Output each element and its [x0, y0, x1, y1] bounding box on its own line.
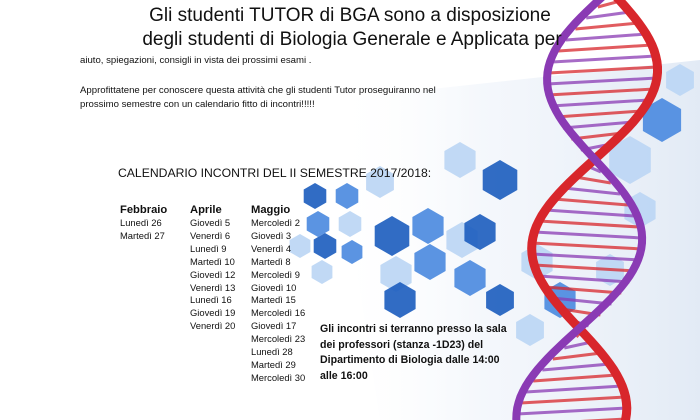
calendar-column-aprile — [190, 204, 235, 333]
location-note — [320, 322, 520, 384]
date-item: Venerdì 13 — [190, 281, 236, 293]
date-item: Mercoledì 23 — [251, 333, 306, 345]
hexagon-shape — [307, 211, 330, 237]
date-item: Martedì 15 — [251, 294, 296, 306]
date-item: Mercoledì 9 — [251, 268, 300, 280]
date-item: Lunedì 9 — [190, 242, 227, 254]
intro-line-2b: prossimo semestre con un calendario fitto di incontri!!!!! — [80, 99, 315, 110]
hexagon-shape — [314, 233, 337, 259]
calendar-column-maggio — [251, 204, 305, 385]
date-item: Venerdì 6 — [190, 229, 231, 241]
note-line: dei professori (stanza -1D23) del — [320, 338, 484, 351]
hexagon-shape — [312, 260, 333, 284]
note-line: Dipartimento di Biologia dalle 14:00 — [320, 354, 500, 366]
intro-line-2a: Approfittatene per conoscere questa attività che gli studenti Tutor proseguiranno nel — [80, 85, 436, 96]
date-item: Martedì 29 — [251, 358, 296, 370]
header-line-2: degli studenti di Biologia Generale e Applicata per — [142, 29, 562, 50]
date-item: Martedì 27 — [120, 229, 165, 241]
date-item: Martedì 10 — [190, 255, 235, 267]
note-line: Gli incontri si terranno presso la sala — [320, 323, 507, 335]
date-item: Giovedì 10 — [251, 281, 297, 293]
date-item: Lunedì 26 — [120, 217, 162, 228]
date-item: Giovedì 5 — [190, 217, 231, 228]
month-heading: Maggio — [251, 204, 291, 216]
date-list — [190, 217, 235, 333]
date-item: Lunedì 16 — [190, 294, 232, 306]
helix-rung — [552, 56, 655, 62]
date-item: Giovedì 3 — [251, 229, 292, 241]
calendar-column-febbraio — [120, 204, 167, 243]
date-item: Mercoledì 16 — [251, 307, 306, 319]
date-item: Giovedì 12 — [190, 268, 236, 280]
header-line-1: Gli studenti TUTOR di BGA sono a disposizione — [149, 5, 551, 26]
calendar-title: CALENDARIO INCONTRI DEL II SEMESTRE 2017/2018: — [118, 166, 432, 180]
month-heading: Aprile — [190, 204, 222, 216]
hexagon-shape — [304, 183, 327, 209]
date-item: Lunedì 28 — [251, 346, 293, 358]
month-heading: Febbraio — [120, 204, 168, 216]
intro-line-1: aiuto, spiegazioni, consigli in vista dei prossimi esami . — [80, 55, 312, 66]
note-line: alle 16:00 — [320, 369, 368, 382]
date-item: Giovedì 17 — [251, 320, 297, 332]
date-item: Mercoledì 2 — [251, 217, 300, 228]
date-item: Venerdì 20 — [190, 320, 236, 332]
date-list — [251, 217, 305, 385]
date-item: Mercoledì 30 — [251, 371, 306, 383]
date-list — [120, 217, 167, 243]
date-item: Martedì 8 — [251, 255, 291, 267]
date-item: Venerdì 4 — [251, 242, 292, 254]
date-item: Giovedì 19 — [190, 307, 236, 319]
